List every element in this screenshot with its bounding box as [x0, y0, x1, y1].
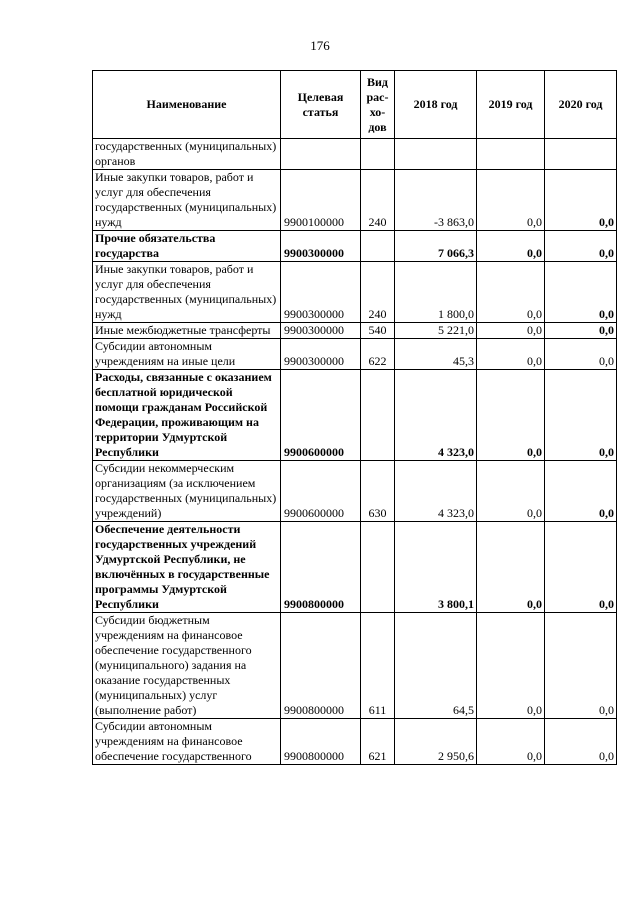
row-target-article: 9900300000 — [281, 323, 361, 339]
row-value-2018: 7 066,3 — [395, 231, 477, 262]
row-expense-type: 240 — [361, 262, 395, 323]
row-name: государственных (муниципальных) органов — [93, 139, 281, 170]
table-row — [93, 370, 617, 461]
row-name: Обеспечение деятельности государственных учреждений Удмуртской Республики, не включённых в государственные программы Удмуртской Республики — [93, 522, 281, 613]
row-name: Иные закупки товаров, работ и услуг для обеспечения государственных (муниципальных) нужд — [93, 262, 281, 323]
row-value-2020: 0,0 — [545, 323, 617, 339]
row-expense-type: 630 — [361, 461, 395, 522]
row-value-2019: 0,0 — [477, 323, 545, 339]
header-2020: 2020 год — [545, 71, 617, 139]
header-2019: 2019 год — [477, 71, 545, 139]
row-target-article: 9900300000 — [281, 231, 361, 262]
row-value-2019 — [477, 139, 545, 170]
row-value-2019: 0,0 — [477, 461, 545, 522]
header-2018: 2018 год — [395, 71, 477, 139]
table-row — [93, 613, 617, 719]
row-value-2019: 0,0 — [477, 522, 545, 613]
row-value-2018: -3 863,0 — [395, 170, 477, 231]
table-row — [93, 461, 617, 522]
header-code: Целевая статья — [281, 71, 361, 139]
row-value-2018: 4 323,0 — [395, 461, 477, 522]
row-value-2019: 0,0 — [477, 170, 545, 231]
table-row — [93, 139, 617, 170]
row-name: Иные закупки товаров, работ и услуг для обеспечения государственных (муниципальных) нужд — [93, 170, 281, 231]
row-name: Субсидии автономным учреждениям на иные цели — [93, 339, 281, 370]
header-name: Наименование — [93, 71, 281, 139]
row-name: Иные межбюджетные трансферты — [93, 323, 281, 339]
row-expense-type: 240 — [361, 170, 395, 231]
table-row — [93, 231, 617, 262]
row-value-2018: 64,5 — [395, 613, 477, 719]
table-row — [93, 339, 617, 370]
row-name: Субсидии некоммерческим организациям (за исключением государственных (муниципальных) учреждений) — [93, 461, 281, 522]
row-value-2019: 0,0 — [477, 613, 545, 719]
row-value-2018: 5 221,0 — [395, 323, 477, 339]
row-name: Субсидии бюджетным учреждениям на финансовое обеспечение государственного (муниципального) задания на оказание государственных (муниципальных) услуг (выполнение работ) — [93, 613, 281, 719]
table-row — [93, 719, 617, 765]
row-value-2018: 3 800,1 — [395, 522, 477, 613]
row-value-2019: 0,0 — [477, 262, 545, 323]
row-expense-type — [361, 522, 395, 613]
row-name: Расходы, связанные с оказанием бесплатной юридической помощи гражданам Российской Федерации, проживающим на территории Удмуртской Республики — [93, 370, 281, 461]
row-value-2020: 0,0 — [545, 461, 617, 522]
table-row — [93, 262, 617, 323]
row-name: Прочие обязательства государства — [93, 231, 281, 262]
row-value-2020: 0,0 — [545, 522, 617, 613]
row-value-2020: 0,0 — [545, 370, 617, 461]
row-value-2020: 0,0 — [545, 339, 617, 370]
table-row — [93, 170, 617, 231]
row-target-article: 9900300000 — [281, 262, 361, 323]
row-value-2020: 0,0 — [545, 231, 617, 262]
row-value-2019: 0,0 — [477, 339, 545, 370]
row-value-2020 — [545, 139, 617, 170]
row-value-2020: 0,0 — [545, 719, 617, 765]
row-target-article: 9900800000 — [281, 719, 361, 765]
row-value-2020: 0,0 — [545, 262, 617, 323]
row-value-2018: 1 800,0 — [395, 262, 477, 323]
row-expense-type — [361, 370, 395, 461]
table-row — [93, 522, 617, 613]
row-value-2020: 0,0 — [545, 170, 617, 231]
row-target-article — [281, 139, 361, 170]
row-value-2018 — [395, 139, 477, 170]
row-expense-type — [361, 139, 395, 170]
row-expense-type: 540 — [361, 323, 395, 339]
row-expense-type: 611 — [361, 613, 395, 719]
budget-table — [92, 70, 617, 765]
row-value-2018: 2 950,6 — [395, 719, 477, 765]
row-value-2020: 0,0 — [545, 613, 617, 719]
row-value-2019: 0,0 — [477, 370, 545, 461]
row-value-2019: 0,0 — [477, 719, 545, 765]
row-target-article: 9900600000 — [281, 370, 361, 461]
row-expense-type: 622 — [361, 339, 395, 370]
row-name: Субсидии автономным учреждениям на финансовое обеспечение государственного — [93, 719, 281, 765]
row-expense-type — [361, 231, 395, 262]
header-type: Вид рас-хо-дов — [361, 71, 395, 139]
row-target-article: 9900100000 — [281, 170, 361, 231]
row-target-article: 9900300000 — [281, 339, 361, 370]
row-value-2018: 4 323,0 — [395, 370, 477, 461]
row-target-article: 9900800000 — [281, 613, 361, 719]
row-target-article: 9900600000 — [281, 461, 361, 522]
row-value-2019: 0,0 — [477, 231, 545, 262]
row-target-article: 9900800000 — [281, 522, 361, 613]
table-row — [93, 323, 617, 339]
row-expense-type: 621 — [361, 719, 395, 765]
page-number: 176 — [310, 38, 330, 53]
row-value-2018: 45,3 — [395, 339, 477, 370]
